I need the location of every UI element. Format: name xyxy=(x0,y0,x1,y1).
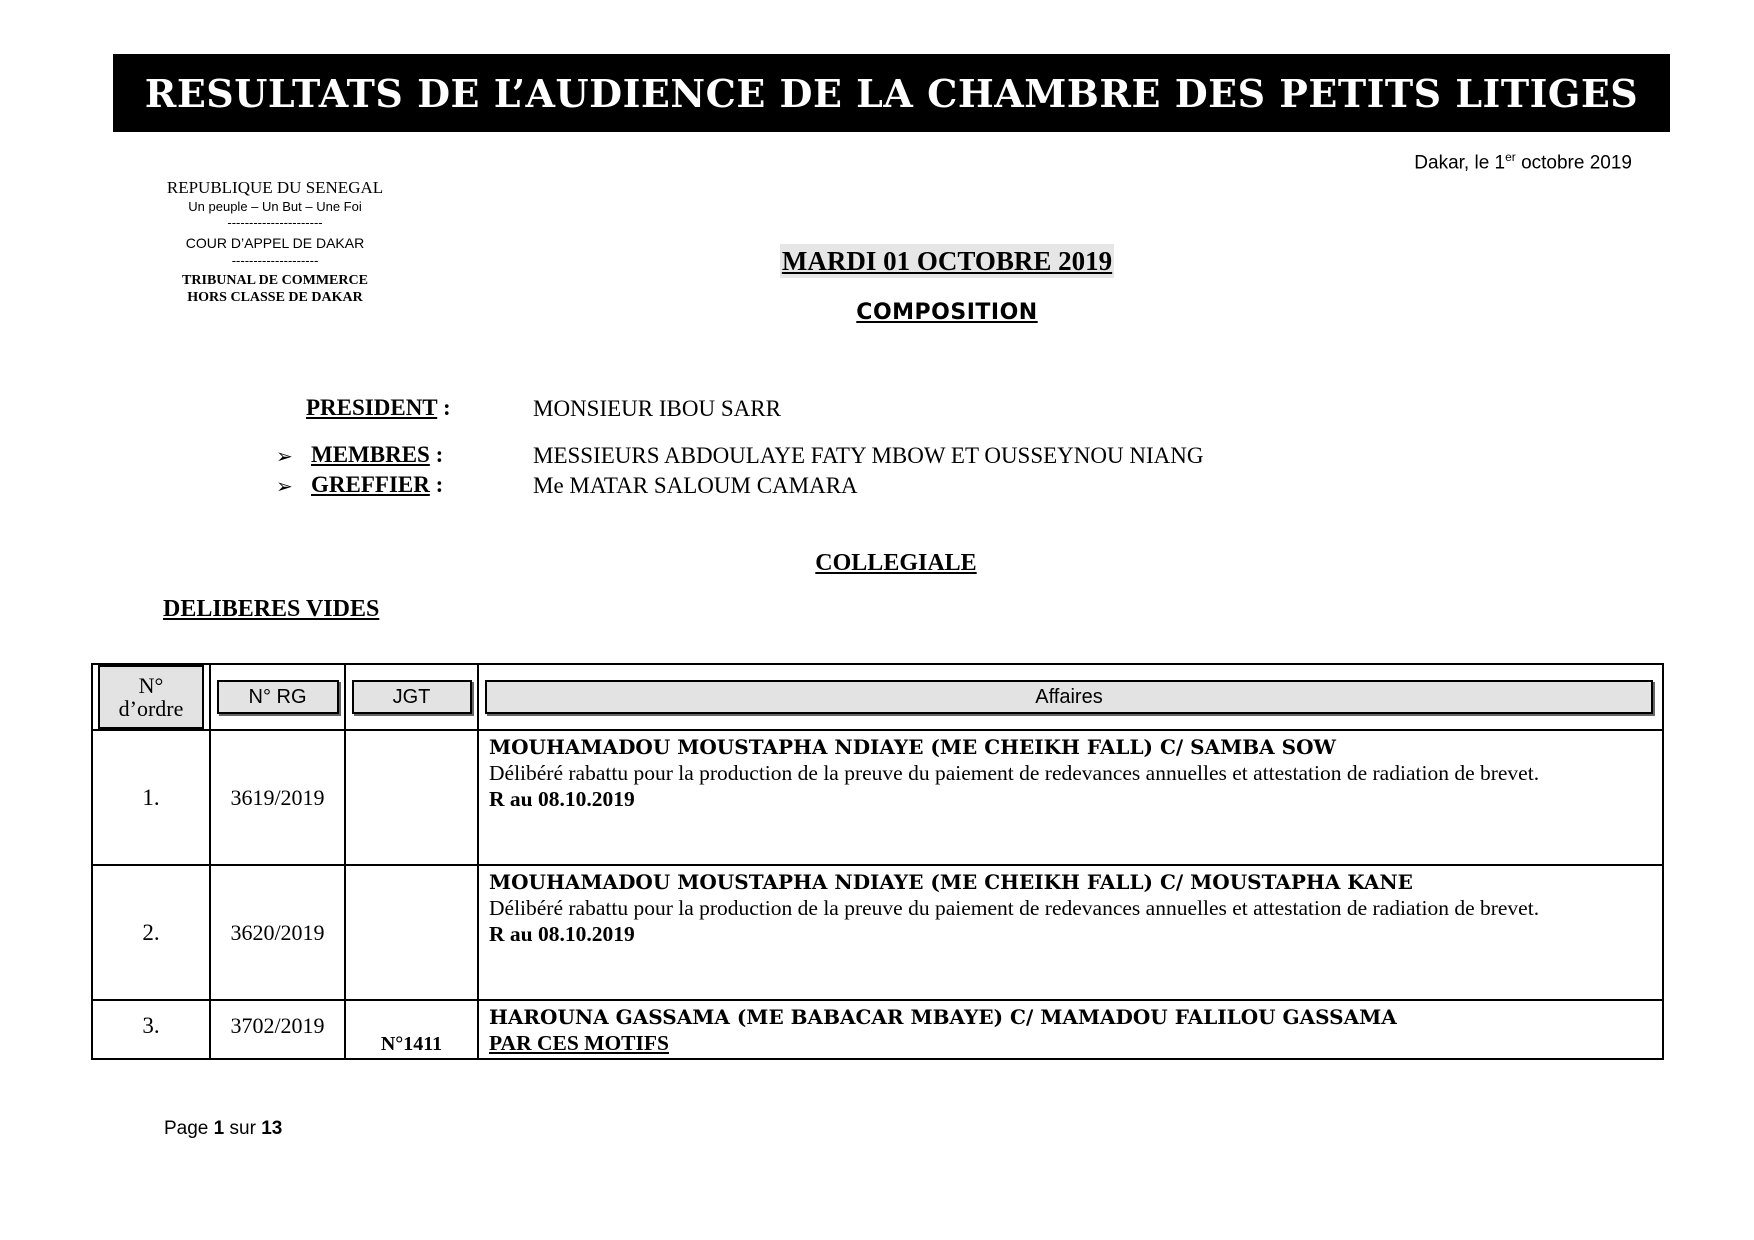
case-description: Délibéré rabattu pour la production de la preuve du paiement de redevances annuelles et attestation de radiation de brevet. xyxy=(489,895,1540,920)
membres-label: MEMBRES : xyxy=(311,442,444,467)
header-affaires: Affaires xyxy=(478,664,1663,730)
document-date: Dakar, le 1er octobre 2019 xyxy=(1414,150,1632,174)
arrow-bullet-icon: ➢ xyxy=(276,474,293,498)
row-jgt xyxy=(345,730,478,865)
row-jgt: N°1411 xyxy=(345,1000,478,1059)
row-rg: 3619/2019 xyxy=(210,730,345,865)
table-row xyxy=(92,1000,1663,1059)
letterhead-divider: -------------------- xyxy=(231,252,319,268)
greffier-value: Me MATAR SALOUM CAMARA xyxy=(533,473,858,498)
row-affaire xyxy=(478,865,1663,1000)
page-number: Page 1 sur 13 xyxy=(164,1118,283,1139)
table-row xyxy=(92,865,1663,1000)
row-ordre: 3. xyxy=(92,1000,210,1059)
membres-value: MESSIEURS ABDOULAYE FATY MBOW ET OUSSEYNOU NIANG xyxy=(533,443,1204,468)
case-renvoi: R au 08.10.2019 xyxy=(489,922,635,947)
case-parties: MOUHAMADOU MOUSTAPHA NDIAYE (ME CHEIKH FALL) C/ MOUSTAPHA KANE xyxy=(489,870,1413,894)
case-renvoi: R au 08.10.2019 xyxy=(489,787,635,812)
case-parties: MOUHAMADOU MOUSTAPHA NDIAYE (ME CHEIKH FALL) C/ SAMBA SOW xyxy=(489,735,1336,759)
case-description: Délibéré rabattu pour la production de la preuve du paiement de redevances annuelles et attestation de radiation de brevet. xyxy=(489,760,1540,785)
collegiale-heading: COLLEGIALE xyxy=(815,550,977,576)
letterhead-divider: ---------------------- xyxy=(227,215,323,231)
arrow-bullet-icon: ➢ xyxy=(276,444,293,468)
header-jgt: JGT xyxy=(345,664,478,730)
cases-table xyxy=(91,663,1664,1060)
president-label: PRESIDENT : xyxy=(306,395,451,420)
letterhead xyxy=(140,178,410,306)
hearing-date-title: MARDI 01 OCTOBRE 2019 xyxy=(781,246,1113,276)
letterhead-tribunal: TRIBUNAL DE COMMERCE HORS CLASSE DE DAKAR xyxy=(182,273,368,305)
header-ordre: N° d’ordre xyxy=(92,664,210,730)
row-ordre: 2. xyxy=(92,865,210,1000)
case-motifs: PAR CES MOTIFS xyxy=(489,1030,669,1055)
row-affaire xyxy=(478,1000,1663,1059)
deliberes-heading: DELIBERES VIDES xyxy=(163,596,380,622)
case-parties: HAROUNA GASSAMA (ME BABACAR MBAYE) C/ MAMADOU FALILOU GASSAMA xyxy=(489,1005,1397,1029)
row-ordre: 1. xyxy=(92,730,210,865)
table-row xyxy=(92,730,1663,865)
header-rg: N° RG xyxy=(210,664,345,730)
table-header-row xyxy=(92,664,1663,730)
row-rg: 3702/2019 xyxy=(210,1000,345,1059)
row-rg: 3620/2019 xyxy=(210,865,345,1000)
composition-heading: COMPOSITION xyxy=(856,300,1038,325)
page-banner-title: RESULTATS DE L’AUDIENCE DE LA CHAMBRE DES PETITS LITIGES xyxy=(113,54,1670,132)
row-jgt xyxy=(345,865,478,1000)
letterhead-court: COUR D’APPEL DE DAKAR xyxy=(185,235,365,252)
president-value: MONSIEUR IBOU SARR xyxy=(533,396,781,421)
row-affaire xyxy=(478,730,1663,865)
letterhead-motto: Un peuple – Un But – Une Foi xyxy=(188,198,362,214)
letterhead-republic: REPUBLIQUE DU SENEGAL xyxy=(166,178,384,197)
greffier-label: GREFFIER : xyxy=(311,472,444,497)
